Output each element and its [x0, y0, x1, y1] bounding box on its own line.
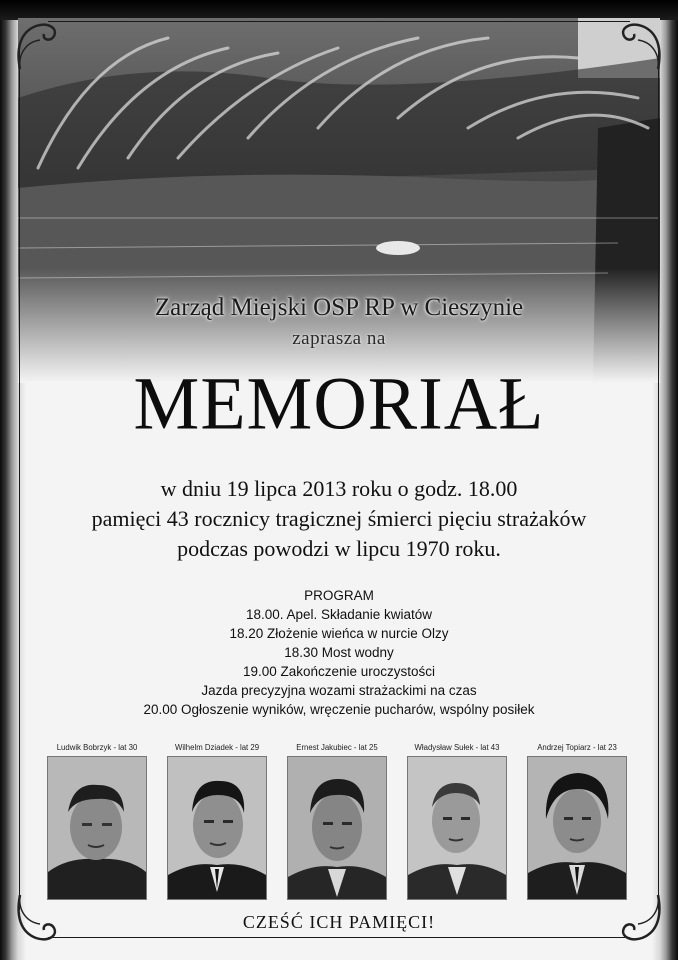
victim-caption: Andrzej Topiarz - lat 23 [537, 743, 617, 752]
program-item: 19.00 Zakończenie uroczystości [242, 664, 436, 679]
victim-caption: Władysław Sułek - lat 43 [414, 743, 500, 752]
victim-card [167, 742, 267, 900]
victim-caption: Wilhelm Dziadek - lat 29 [174, 743, 260, 752]
victim-caption: Ludwik Bobrzyk - lat 30 [56, 743, 138, 752]
frame-line-top [48, 21, 630, 22]
program-item: Jazda precyzyjna wozami strażackimi na czas [201, 683, 477, 698]
program-item: 18.20 Złożenie wieńca w nurcie Olzy [229, 626, 449, 641]
memorial-footer: CZEŚĆ ICH PAMIĘCI! [242, 912, 436, 932]
program-item: 20.00 Ogłoszenie wyników, wręczenie pucharów, wspólny posiłek [143, 702, 535, 717]
ornament-top-right-icon [612, 14, 672, 74]
victim-card [527, 742, 627, 900]
program-item: 18.00. Apel. Składanie kwiatów [245, 607, 433, 622]
event-date-line: w dniu 19 lipca 2013 roku o godz. 18.00 [160, 476, 518, 501]
organizer-name: Zarząd Miejski OSP RP w Cieszynie [154, 294, 524, 321]
portrait-photo [527, 756, 627, 900]
program-item: 18.30 Most wodny [284, 645, 394, 660]
event-purpose-line: pamięci 43 rocznicy tragicznej śmierci pięciu strażaków [91, 506, 587, 531]
poster-title: MEMORIAŁ [133, 362, 545, 446]
victim-caption: Ernest Jakubiec - lat 25 [296, 743, 378, 752]
program-heading: PROGRAM [304, 588, 374, 603]
event-context-line: podczas powodzi w lipcu 1970 roku. [177, 536, 501, 561]
victim-card [407, 742, 507, 900]
portrait-photo [407, 756, 507, 900]
portrait-photo [47, 756, 147, 900]
ornament-top-left-icon [6, 14, 66, 74]
victim-card [47, 742, 147, 900]
frame-line-bottom [48, 937, 630, 938]
victim-card [287, 742, 387, 900]
top-black-band [0, 0, 678, 20]
invite-text: zaprasza na [292, 328, 386, 349]
portrait-photo [287, 756, 387, 900]
portrait-photo [167, 756, 267, 900]
